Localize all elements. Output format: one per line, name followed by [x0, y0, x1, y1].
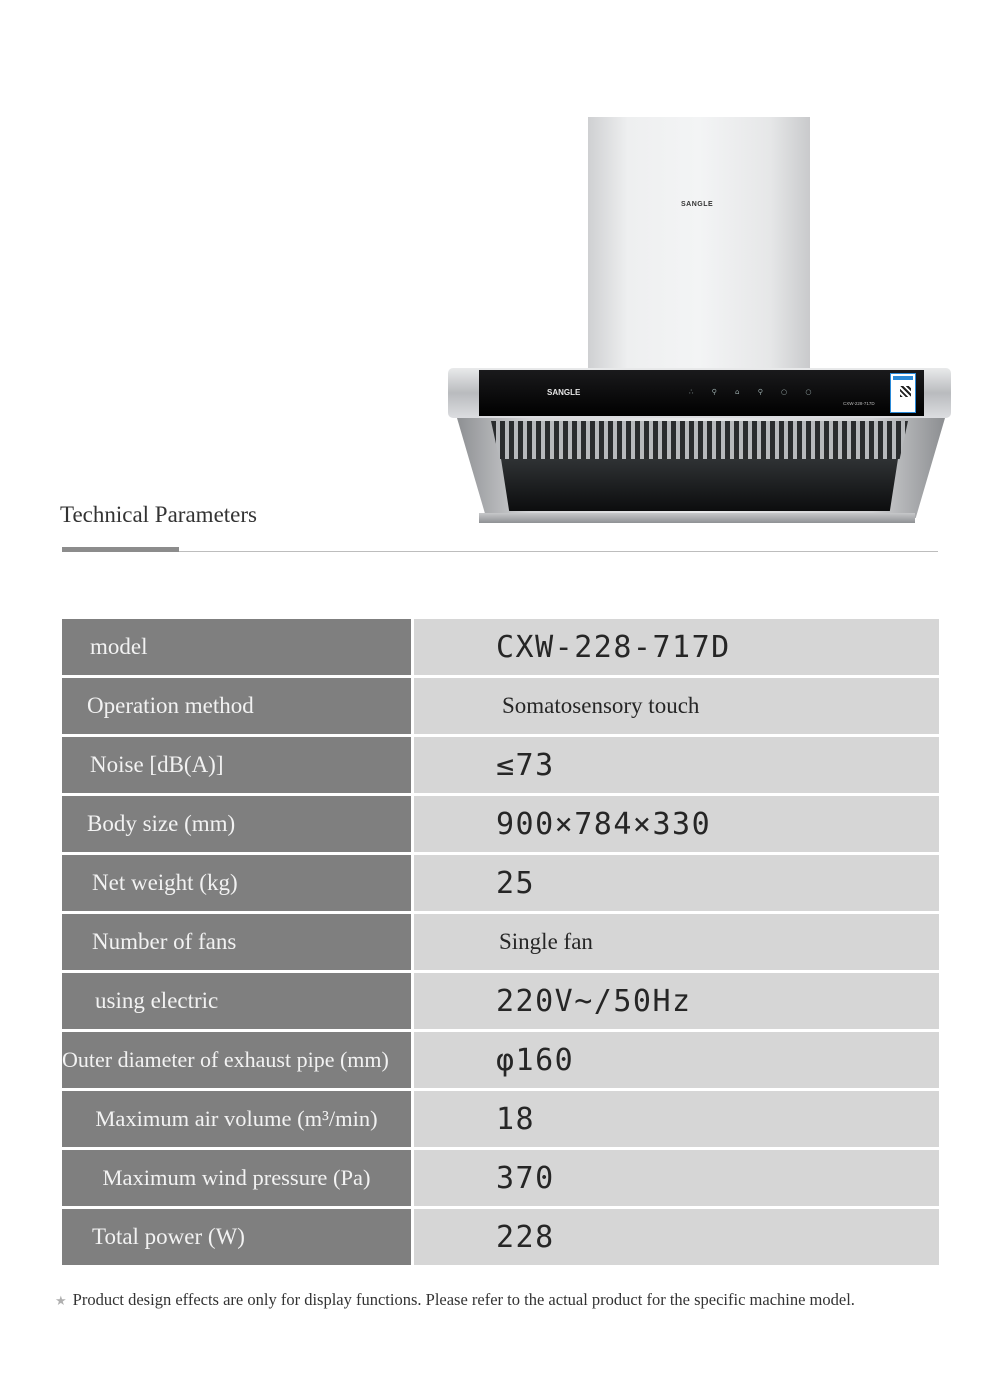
control-panel: [479, 370, 924, 416]
section-title: Technical Parameters: [60, 502, 257, 527]
title-divider: [62, 551, 938, 552]
param-value: Single fan: [414, 914, 939, 973]
param-label: using electric: [62, 973, 411, 1032]
touch-control-icons: ∴ ⚲ ⌂ ⚲ ○ ○: [689, 388, 820, 396]
table-row: [62, 855, 939, 914]
param-value: φ160: [414, 1032, 939, 1091]
param-label: Maximum wind pressure (Pa): [62, 1150, 411, 1209]
disclaimer-text: Product design effects are only for display functions. Please refer to the actual product for the specific machine model.: [72, 1290, 855, 1309]
hood-chimney: [588, 117, 810, 369]
chimney-brand-logo: SANGLE: [681, 201, 714, 208]
table-row: [62, 973, 939, 1032]
disclaimer-note: [55, 1290, 855, 1310]
param-label: model: [62, 619, 411, 678]
param-label: Number of fans: [62, 914, 411, 973]
table-row: [62, 1209, 939, 1268]
table-row: [62, 1032, 939, 1091]
hood-bottom-edge: [479, 513, 915, 523]
parameters-table: [62, 619, 939, 1268]
table-row: [62, 737, 939, 796]
param-value: 370: [414, 1150, 939, 1209]
param-label: Net weight (kg): [62, 855, 411, 914]
param-value: CXW-228-717D: [414, 619, 939, 678]
param-label: Total power (W): [62, 1209, 411, 1268]
param-label: Operation method: [62, 678, 411, 737]
param-value: ≤73: [414, 737, 939, 796]
table-row: [62, 1091, 939, 1150]
param-value: 228: [414, 1209, 939, 1268]
table-row: [62, 619, 939, 678]
param-value: 900×784×330: [414, 796, 939, 855]
panel-model-text: CXW-228-717D: [843, 401, 875, 406]
param-label: Body size (mm): [62, 796, 411, 855]
table-row: [62, 678, 939, 737]
table-row: [62, 1150, 939, 1209]
table-row: [62, 914, 939, 973]
range-hood-image: [445, 115, 955, 527]
param-value: 220V~/50Hz: [414, 973, 939, 1032]
panel-brand-logo: SANGLE: [547, 388, 581, 397]
param-value: 18: [414, 1091, 939, 1150]
hood-glass-panel: [497, 459, 902, 511]
star-icon: ★: [55, 1294, 67, 1309]
param-value: Somatosensory touch: [414, 678, 939, 737]
table-row: [62, 796, 939, 855]
energy-label-sticker: [890, 373, 916, 413]
param-label: Noise [dB(A)]: [62, 737, 411, 796]
param-label: Maximum air volume (m³/min): [62, 1091, 411, 1150]
param-label: Outer diameter of exhaust pipe (mm): [62, 1032, 411, 1091]
title-accent-bar: [62, 547, 179, 552]
hood-vent-grille: [491, 421, 908, 459]
param-value: 25: [414, 855, 939, 914]
